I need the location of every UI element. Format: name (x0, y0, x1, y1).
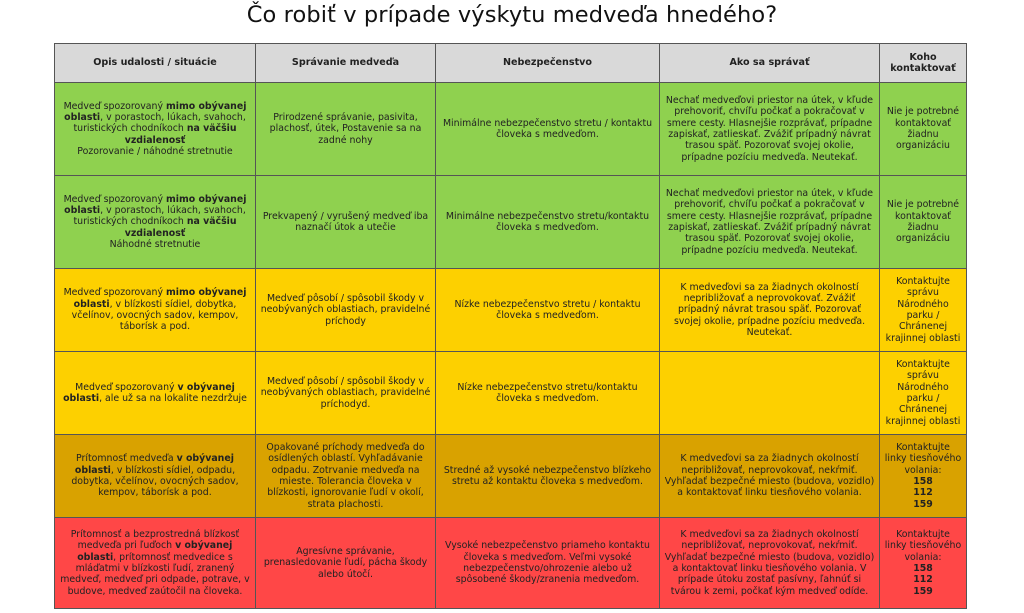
situation-cell: Prítomnosť medveďa v obývanej oblasti, v blízkosti sídiel, odpadu, dobytka, včelínov, ovocných sadov, kempov, táborísk a pod. (55, 435, 256, 518)
header-action: Ako sa správať (660, 44, 880, 83)
action-cell: Nechať medveďovi priestor na útek, v kľude prehovoriť, chvíľu počkať a pokračovať v smere cesty. Hlasnejšie rozprávať, prípadne zapiskať, zatlieskať. Zvážiť prípadný návrat trasou späť. Pozorovať svojej okolie, prípadne pozíciu medveďa. Neutekať. (660, 176, 880, 269)
action-cell: K medveďovi sa za žiadnych okolností nepribližovať, neprovokovať, nekŕmiť. Vyhľadať bezpečné miesto (budova, vozidlo) a kontaktovať linku tiesňového volania. (660, 435, 880, 518)
table-row (55, 435, 967, 518)
emergency-number: 158 (913, 563, 933, 574)
situation-cell: Medveď spozorovaný mimo obývanej oblasti, v porastoch, lúkach, svahoch, turistických chodníkoch na väčšiu vzdialenosť Náhodné stretnutie (55, 176, 256, 269)
behavior-cell: Prirodzené správanie, pasivita, plachosť, útek, Postavenie sa na zadné nohy (256, 83, 436, 176)
danger-cell: Nízke nebezpečenstvo stretu / kontaktu človeka s medveďom. (436, 269, 660, 352)
table-row (55, 518, 967, 609)
danger-cell: Minimálne nebezpečenstvo stretu/kontaktu človeka s medveďom. (436, 176, 660, 269)
contact-cell: Kontaktujte linky tiesňového volania: 158 112 159 (880, 518, 967, 609)
header-behavior: Správanie medveďa (256, 44, 436, 83)
action-cell: Nechať medveďovi priestor na útek, v kľude prehovoriť, chvíľu počkať a pokračovať v smere cesty. Hlasnejšie rozprávať, prípadne zapiskať, zatlieskať. Zvážiť prípadný návrat trasou späť. Pozorovať svojej okolie, prípadne pozíciu medveďa. Neutekať. (660, 83, 880, 176)
danger-cell: Minimálne nebezpečenstvo stretu / kontaktu človeka s medveďom. (436, 83, 660, 176)
emergency-number: 112 (913, 574, 933, 586)
situation-cell: Medveď spozorovaný mimo obývanej oblasti, v porastoch, lúkach, svahoch, turistických chodníkoch na väčšiu vzdialenosť Pozorovanie / náhodné stretnutie (55, 83, 256, 176)
table-header-row (55, 44, 967, 83)
page-title: Čo robiť v prípade výskytu medveďa hnedého? (246, 2, 778, 28)
behavior-cell: Medveď pôsobí / spôsobil škody v neobývaných oblastiach, pravidelné príchodyd. (256, 352, 436, 435)
behavior-cell: Agresívne správanie, prenasledovanie ľudí, pácha škody alebo útočí. (256, 518, 436, 609)
emergency-number: 112 (913, 487, 933, 499)
emergency-number: 159 (913, 585, 933, 597)
behavior-cell: Medveď pôsobí / spôsobil škody v neobývaných oblastiach, pravidelné príchody (256, 269, 436, 352)
situation-cell: Medveď spozorovaný mimo obývanej oblasti, v blízkosti sídiel, dobytka, včelínov, ovocných sadov, kempov, táborísk a pod. (55, 269, 256, 352)
contact-cell: Kontaktujte správu Národného parku / Chránenej krajinnej oblasti (880, 352, 967, 435)
emergency-number: 158 (913, 476, 933, 487)
situation-cell: Prítomnosť a bezprostredná blízkosť medveďa pri ľuďoch v obývanej oblasti, prítomnosť medvedice s mláďatmi v blízkosti ľudí, zranený medveď, medveď pri odpade, potrave, v budove, medveď zaútočil na človeka. (55, 518, 256, 609)
header-situation: Opis udalosti / situácie (55, 44, 256, 83)
table-row (55, 176, 967, 269)
behavior-cell: Opakované príchody medveďa do osídlených oblastí. Vyhľadávanie odpadu. Zotrvanie medveďa na mieste. Tolerancia človeka v blízkosti, ignorovanie ľudí v okolí, strata plachosti. (256, 435, 436, 518)
contact-cell: Nie je potrebné kontaktovať žiadnu organizáciu (880, 176, 967, 269)
table-row (55, 352, 967, 435)
danger-cell: Vysoké nebezpečenstvo priameho kontaktu človeka s medveďom. Veľmi vysoké nebezpečenstvo/ohrozenie alebo už spôsobené škody/zranenia medveďom. (436, 518, 660, 609)
behavior-cell: Prekvapený / vyrušený medveď iba naznačí útok a utečie (256, 176, 436, 269)
action-cell (660, 352, 880, 435)
danger-cell: Stredné až vysoké nebezpečenstvo blízkeho stretu až kontaktu človeka s medveďom. (436, 435, 660, 518)
action-cell: K medveďovi sa za žiadnych okolností nepribližovať a neprovokovať. Zvážiť prípadný návrat trasou späť. Pozorovať svojej okolie, prípadne pozíciu medveďa. Neutekať. (660, 269, 880, 352)
bear-guidance-table (54, 43, 967, 609)
contact-cell: Kontaktujte linky tiesňového volania: 158 112 159 (880, 435, 967, 518)
emergency-number: 159 (913, 498, 933, 510)
header-contact: Koho kontaktovať (880, 44, 967, 83)
danger-cell: Nízke nebezpečenstvo stretu/kontaktu človeka s medveďom. (436, 352, 660, 435)
table-row (55, 83, 967, 176)
table-row (55, 269, 967, 352)
contact-cell: Kontaktujte správu Národného parku / Chránenej krajinnej oblasti (880, 269, 967, 352)
header-danger: Nebezpečenstvo (436, 44, 660, 83)
contact-cell: Nie je potrebné kontaktovať žiadnu organizáciu (880, 83, 967, 176)
situation-cell: Medveď spozorovaný v obývanej oblasti, ale už sa na lokalite nezdržuje (55, 352, 256, 435)
action-cell: K medveďovi sa za žiadnych okolností nepribližovať, neprovokovať, nekŕmiť. Vyhľadať bezpečné miesto (budova, vozidlo) a kontaktovať linku tiesňového volania. V prípade útoku zostať pasívny, ľahnúť si tvárou k zemi, počkať kým medveď odíde. (660, 518, 880, 609)
